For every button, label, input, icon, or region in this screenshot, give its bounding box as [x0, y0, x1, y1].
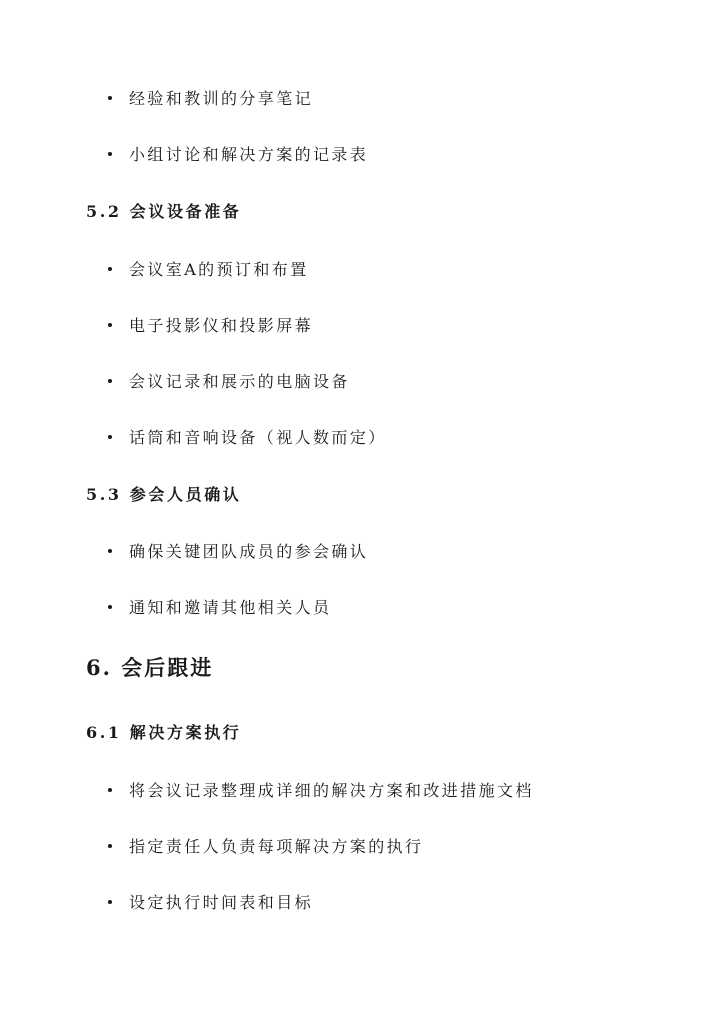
list-item [108, 542, 368, 562]
list-item-text: 经验和教训的分享笔记 [129, 89, 314, 108]
list-item-text: 设定执行时间表和目标 [129, 893, 314, 912]
bullet-icon [108, 96, 112, 100]
list-item [108, 781, 534, 801]
section-heading-5-2: 5.2 会议设备准备 [86, 202, 242, 221]
list-item [108, 316, 313, 336]
section-heading-6-1: 6.1 解决方案执行 [86, 723, 242, 742]
list-item [108, 428, 387, 448]
bullet-icon [108, 435, 112, 439]
list-item-text: 指定责任人负责每项解决方案的执行 [129, 837, 424, 856]
list-item [108, 598, 331, 618]
bullet-icon [108, 549, 112, 553]
list-item-text: 话筒和音响设备（视人数而定） [129, 428, 387, 447]
bullet-icon [108, 788, 112, 792]
list-item-text: 小组讨论和解决方案的记录表 [129, 145, 369, 164]
section-heading-5-3: 5.3 参会人员确认 [86, 485, 242, 504]
list-item-text: 通知和邀请其他相关人员 [129, 598, 332, 617]
list-item-text: 将会议记录整理成详细的解决方案和改进措施文档 [129, 781, 534, 800]
bullet-icon [108, 844, 112, 848]
list-item [108, 837, 423, 857]
list-item [108, 893, 313, 913]
bullet-icon [108, 605, 112, 609]
list-item [108, 260, 309, 280]
list-item-text: 电子投影仪和投影屏幕 [129, 316, 314, 335]
section-heading-6: 6. 会后跟进 [86, 655, 214, 680]
bullet-icon [108, 152, 112, 156]
list-item-text: 确保关键团队成员的参会确认 [129, 542, 369, 561]
bullet-icon [108, 323, 112, 327]
bullet-icon [108, 900, 112, 904]
list-item [108, 89, 313, 109]
list-item [108, 372, 350, 392]
bullet-icon [108, 267, 112, 271]
bullet-icon [108, 379, 112, 383]
list-item [108, 145, 368, 165]
list-item-text: 会议记录和展示的电脑设备 [129, 372, 350, 391]
list-item-text: 会议室A的预订和布置 [129, 260, 309, 279]
